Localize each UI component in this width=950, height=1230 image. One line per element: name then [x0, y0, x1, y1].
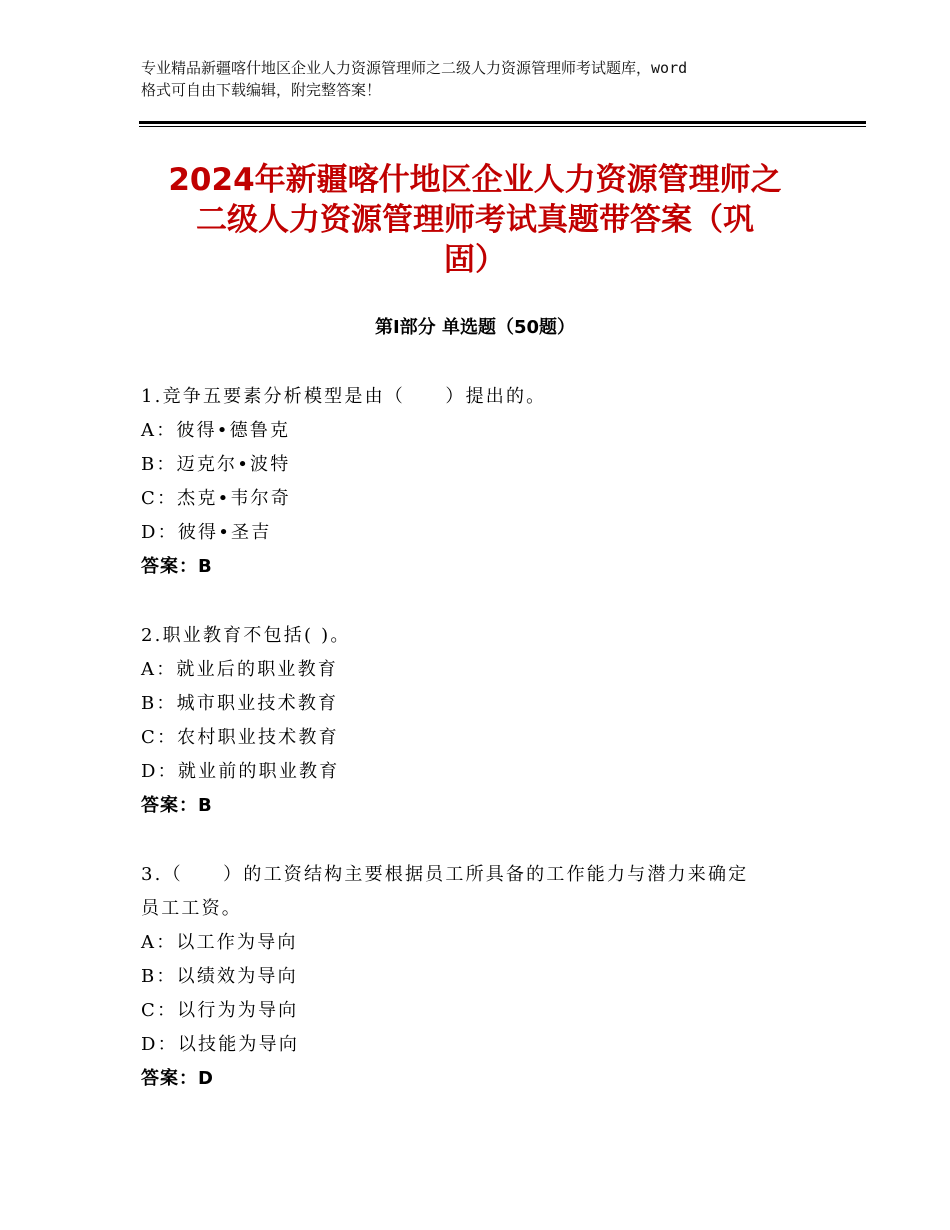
document-title-line-2: 二级人力资源管理师考试真题带答案（巩	[196, 202, 754, 238]
option-a: A：就业后的职业教育	[141, 659, 338, 680]
option-c: C：杰克•韦尔奇	[141, 488, 291, 509]
answer: 答案：D	[141, 1068, 214, 1089]
question-stem-line-1: 3.（ ）的工资结构主要根据员工所具备的工作能力与潜力来确定	[141, 864, 749, 885]
header-note-line-2: 格式可自由下载编辑，附完整答案！	[141, 81, 382, 99]
question-stem-line-2: 员工工资。	[141, 898, 242, 919]
document-title	[120, 160, 830, 280]
header-note	[141, 57, 831, 101]
option-c: C：以行为为导向	[141, 1000, 299, 1021]
option-a: A：以工作为导向	[141, 932, 298, 953]
question-3	[141, 858, 821, 1096]
question-stem: 2.职业教育不包括( )。	[141, 625, 351, 646]
option-a: A：彼得•德鲁克	[141, 420, 291, 441]
option-d: D：就业前的职业教育	[141, 761, 340, 782]
section-title: 第Ⅰ部分 单选题（50题）	[374, 317, 575, 338]
option-b: B：迈克尔•波特	[141, 454, 291, 475]
document-title-line-3: 固）	[444, 242, 506, 278]
question-stem: 1.竞争五要素分析模型是由（ ）提出的。	[141, 386, 547, 407]
question-1	[141, 380, 821, 584]
option-d: D：彼得•圣吉	[141, 522, 272, 543]
option-b: B：以绩效为导向	[141, 966, 298, 987]
option-c: C：农村职业技术教育	[141, 727, 339, 748]
option-d: D：以技能为导向	[141, 1034, 300, 1055]
answer: 答案：B	[141, 556, 213, 577]
question-2	[141, 619, 821, 823]
answer: 答案：B	[141, 795, 213, 816]
document-title-line-1: 2024年新疆喀什地区企业人力资源管理师之	[168, 162, 782, 198]
header-rule-thick	[139, 121, 866, 124]
option-b: B：城市职业技术教育	[141, 693, 339, 714]
header-note-line-1: 专业精品新疆喀什地区企业人力资源管理师之二级人力资源管理师考试题库，word	[141, 59, 688, 77]
header-rule-thin	[139, 126, 866, 127]
